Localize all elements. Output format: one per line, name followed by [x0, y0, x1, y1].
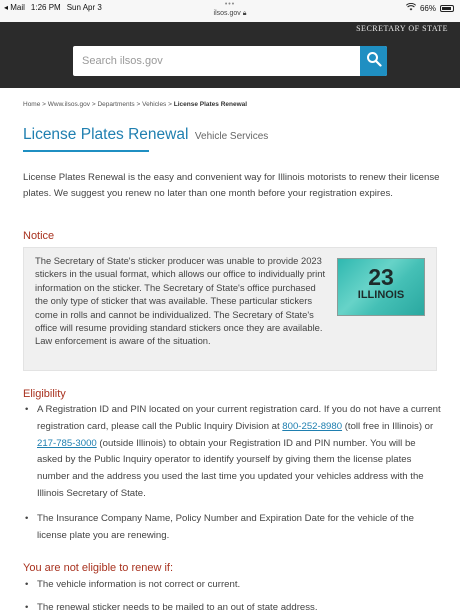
eligibility-list	[23, 402, 441, 544]
title-underline	[23, 150, 149, 152]
breadcrumb	[23, 101, 247, 108]
eligibility-text: A Registration ID and PIN located on your current registration card. If you do not have a current registration card, please call the Public Inquiry Division at	[37, 404, 441, 432]
status-time: 1:26 PM	[30, 3, 61, 12]
page-title: License Plates Renewal	[23, 126, 189, 143]
breadcrumb-home[interactable]: Home	[23, 101, 41, 108]
title-row	[23, 126, 268, 144]
back-to-mail-link[interactable]: ◂ Mail	[4, 3, 25, 12]
breadcrumb-separator: >	[90, 101, 98, 108]
url-text: ilsos.gov	[213, 10, 241, 17]
battery-percent: 66%	[419, 3, 436, 13]
battery-icon	[440, 5, 454, 12]
breadcrumb-current: License Plates Renewal	[173, 101, 248, 108]
sticker-image	[337, 258, 425, 316]
list-item	[23, 511, 441, 545]
sticker-state: ILLINOIS	[357, 289, 405, 301]
intro-paragraph: License Plates Renewal is the easy and convenient way for Illinois motorists to renew their license plates. We suggest you renew no later than one month before your registration expires.	[23, 172, 440, 199]
page-subtitle: Vehicle Services	[194, 131, 269, 142]
agency-name: SECRETARY OF STATE	[356, 24, 448, 33]
eligibility-text: The Insurance Company Name, Policy Number and Expiration Date for the vehicle of the license plate you are renewing.	[37, 512, 415, 541]
sticker-number: 23	[368, 264, 394, 290]
site-header	[0, 22, 460, 88]
eligibility-heading: Eligibility	[23, 388, 66, 400]
list-item	[23, 402, 441, 503]
eligibility-text: (outside Illinois) to obtain your Registration ID and PIN number. You will be asked by the Public Inquiry operator to identify yourself by giving them the license plates number and the address you used the last time you updated your vehicles address with the Illinois Secretary of State.	[37, 437, 424, 499]
search-bar	[73, 46, 387, 76]
breadcrumb-vehicles[interactable]: Vehicles	[142, 101, 167, 108]
list-item: • The renewal sticker needs to be mailed to an out of state address.	[23, 600, 441, 613]
status-bar	[0, 0, 460, 22]
url-bar[interactable]	[0, 10, 460, 18]
not-eligible-list	[23, 577, 441, 613]
breadcrumb-departments[interactable]: Departments	[97, 101, 135, 108]
notice-heading: Notice	[23, 230, 55, 242]
multitask-dots[interactable]: •••	[224, 1, 236, 8]
wifi-icon	[406, 3, 416, 13]
breadcrumb-separator: >	[134, 101, 143, 108]
search-icon	[366, 51, 382, 72]
breadcrumb-separator: >	[166, 101, 174, 108]
eligibility-text: (toll free in Illinois) or	[342, 420, 434, 432]
phone-link-outside[interactable]: 217-785-3000	[37, 437, 97, 449]
status-date: Sun Apr 3	[66, 3, 102, 12]
list-item: • The vehicle information is not correct or current.	[23, 577, 441, 594]
phone-link-toll-free[interactable]: 800-252-8980	[282, 420, 343, 432]
notice-box	[23, 247, 437, 371]
search-input[interactable]	[73, 46, 361, 76]
breadcrumb-separator: >	[40, 101, 48, 108]
notice-text: The Secretary of State's sticker producer was unable to provide 2023 stickers in the usual format, which allows our office to individually print information on the sticker. The Secretary of State's office purchased the only type of sticker that was available. These particular stickers come in rolls and cannot be individualized. The Secretary of State's office will resume providing standard stickers once they are available. Law enforcement is aware of the situation.	[35, 255, 326, 347]
search-button[interactable]	[360, 46, 387, 76]
breadcrumb-site[interactable]: Www.ilsos.gov	[47, 101, 91, 108]
lock-icon: 🔒︎	[242, 10, 247, 17]
not-eligible-heading: You are not eligible to renew if:	[23, 562, 174, 574]
